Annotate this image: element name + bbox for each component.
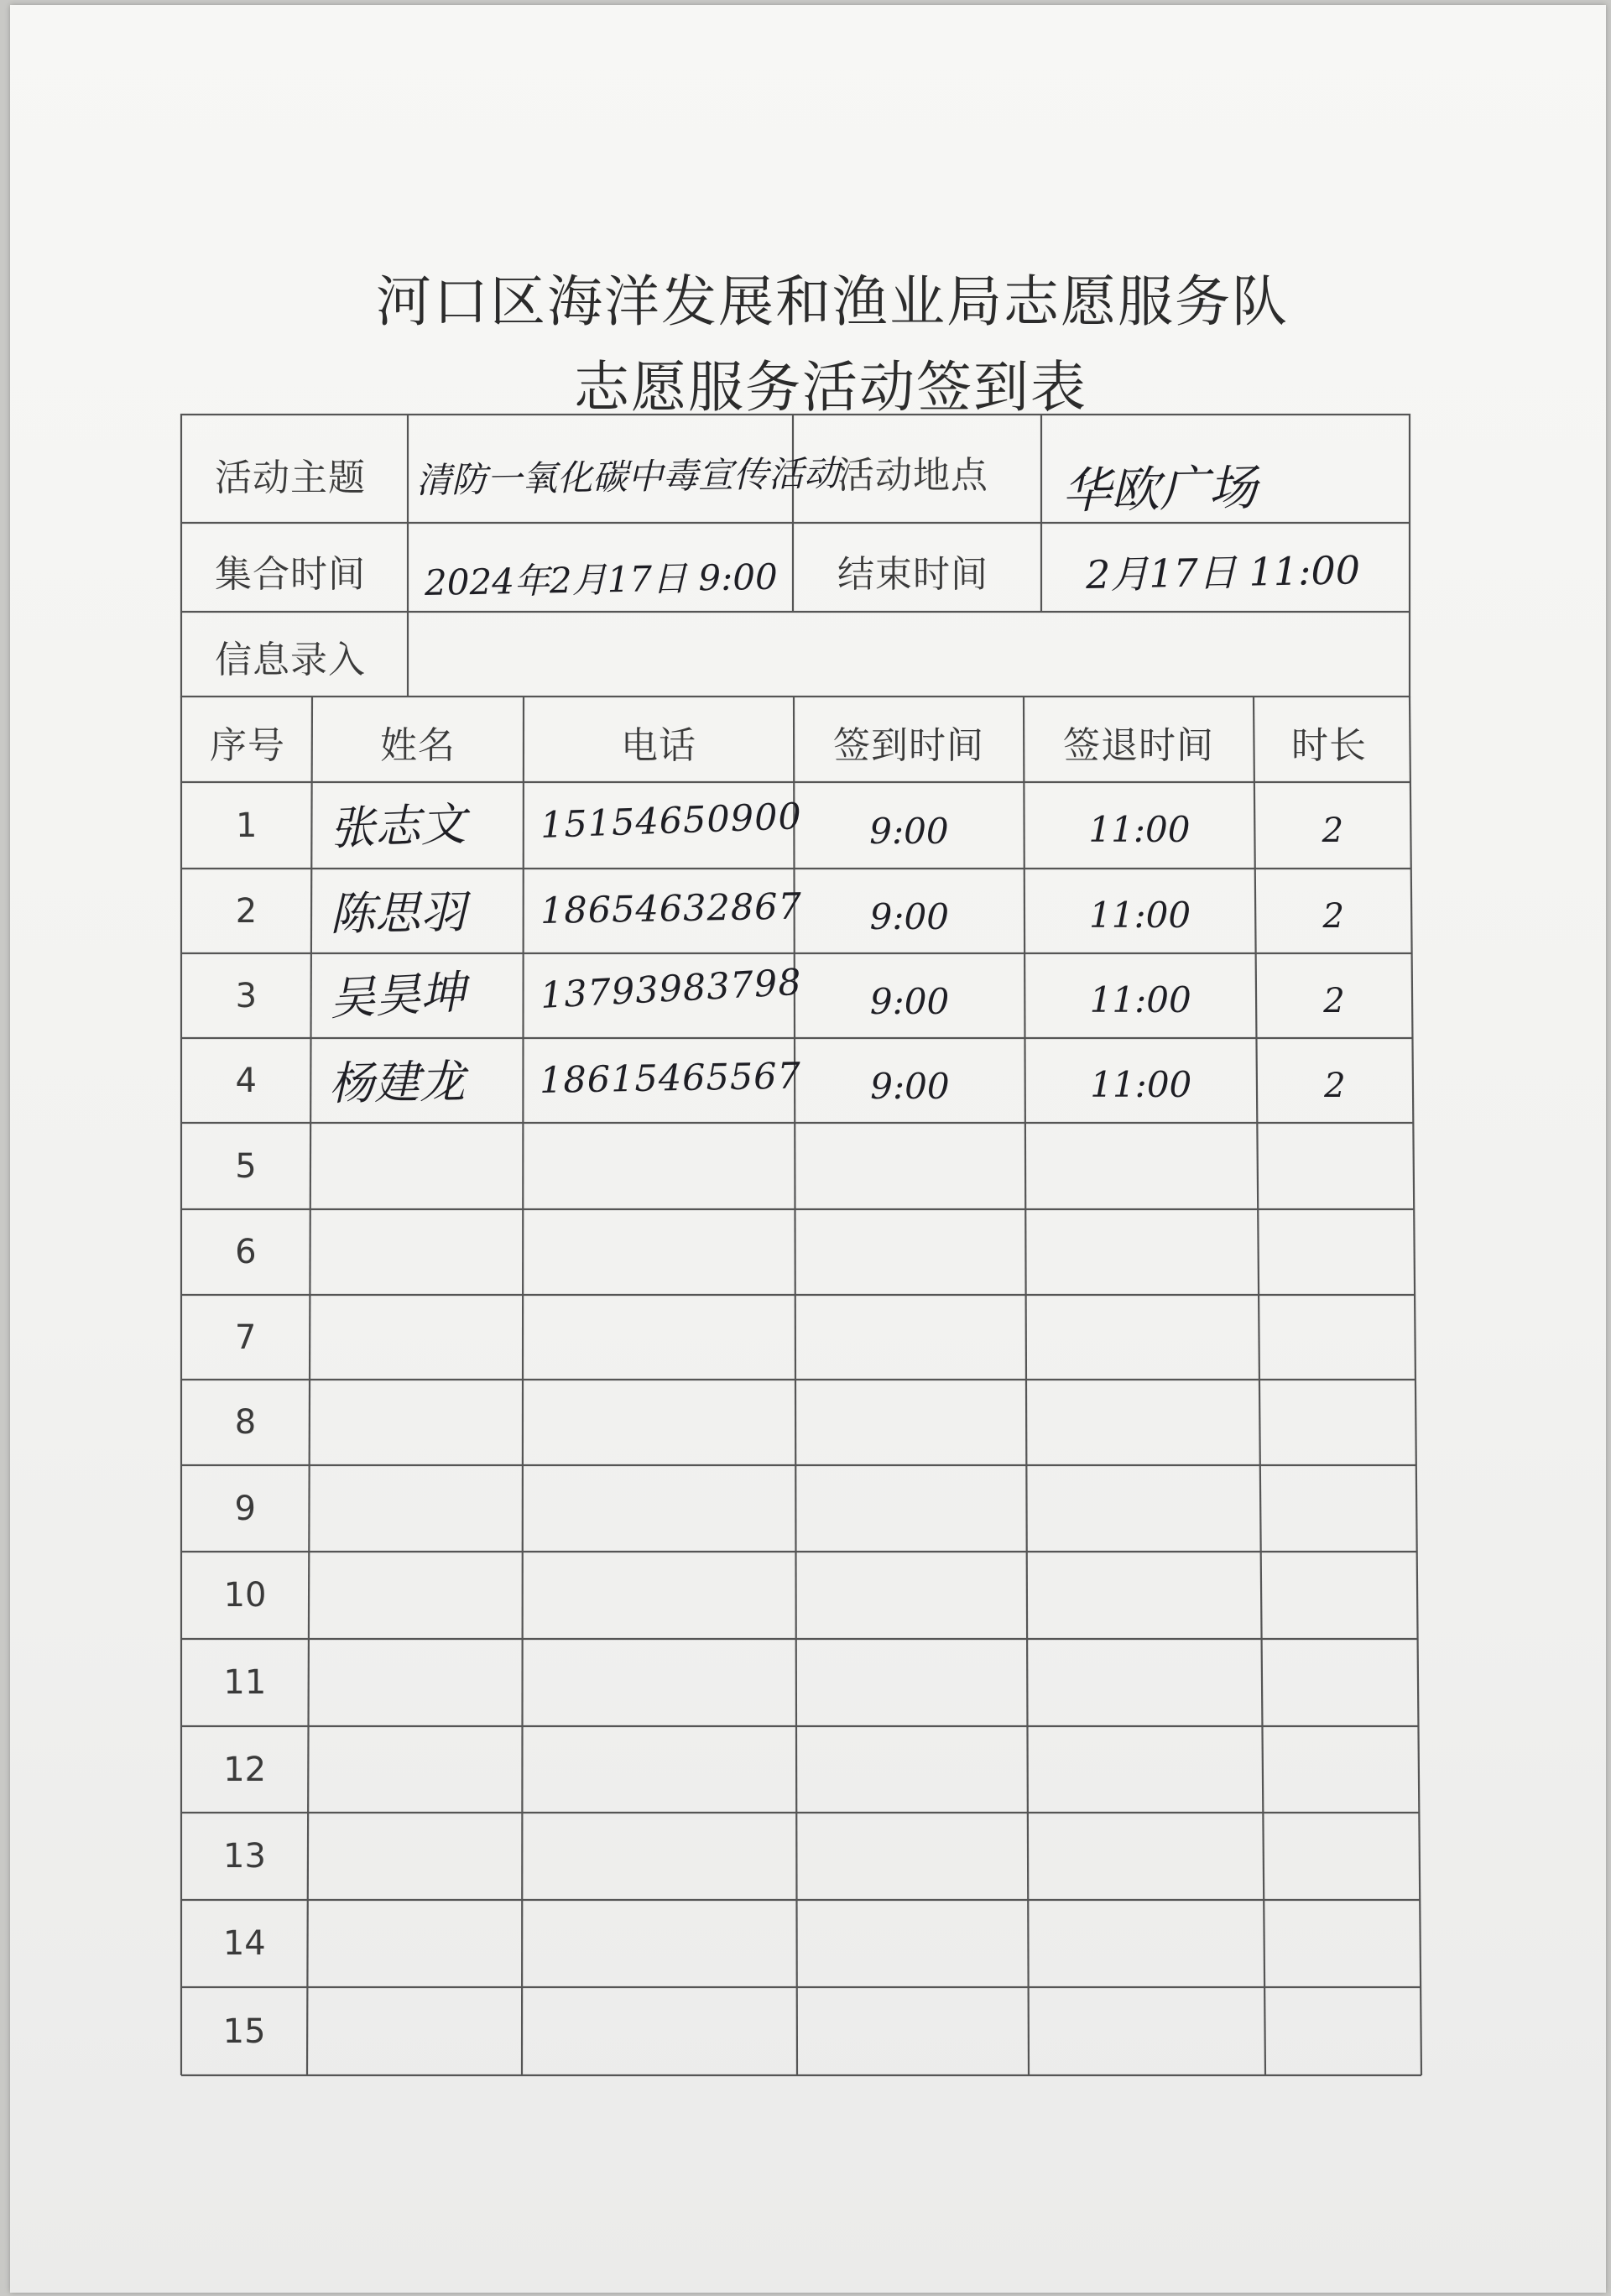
row-phone: 18615465567 [540,1055,802,1102]
col-header-checkout: 签退时间 [1063,724,1214,767]
col-header-index: 序号 [210,724,285,767]
row-name: 陈思羽 [329,885,467,941]
entry-label: 信息录入 [215,639,366,681]
row-index: 1 [235,806,258,845]
row-checkout [1027,1552,1261,1639]
row-name [329,1123,516,1209]
row-name: 杨建龙 [328,1055,466,1110]
row-checkout [1029,1987,1265,2075]
row-duration [1262,1639,1418,1726]
topic-label: 活动主题 [215,457,366,499]
col-header-name: 姓名 [380,724,456,767]
row-checkout: 11:00 [1089,979,1191,1020]
roster-vline [522,697,524,2075]
row-name [326,1987,515,2075]
row-index: 13 [223,1837,266,1876]
row-name [327,1465,515,1552]
row-phone [540,1639,793,1726]
row-duration [1264,1900,1421,1987]
end-value: 2月17日 11:00 [1085,547,1361,597]
row-name [328,1380,516,1465]
row-checkin: 9:00 [869,896,949,937]
row-checkout [1028,1726,1263,1813]
form-subtitle: 志愿服务活动签到表 [574,355,1087,420]
gather-label: 集合时间 [215,553,366,596]
row-duration: 2 [1323,981,1345,1020]
row-name [329,1209,517,1295]
row-phone: 13793983798 [539,961,803,1017]
row-checkin: 9:00 [869,981,950,1022]
row-duration: 2 [1324,1066,1346,1105]
row-index: 2 [235,891,258,931]
row-checkout [1028,1900,1264,1987]
row-index: 3 [235,976,258,1015]
row-name: 张志文 [329,797,467,855]
row-index: 7 [234,1318,257,1357]
row-phone [540,1380,792,1465]
row-checkout [1026,1295,1259,1380]
row-name [326,1813,515,1900]
row-checkout [1028,1813,1264,1900]
row-checkin: 9:00 [870,1066,950,1107]
end-label: 结束时间 [837,553,988,596]
row-index: 6 [235,1233,257,1271]
row-checkin [796,1552,1027,1639]
col-header-duration: 时长 [1291,724,1367,767]
row-index: 10 [223,1576,267,1615]
row-index: 5 [235,1146,257,1186]
row-checkout: 11:00 [1090,1064,1192,1105]
row-duration [1259,1295,1415,1380]
row-name [326,1900,516,1987]
row-duration: 2 [1322,811,1344,850]
row-checkin [795,1465,1026,1552]
col-header-checkin: 签到时间 [833,724,984,767]
form-title: 河口区海洋发展和渔业局志愿服务队 [376,269,1289,334]
row-name [326,1726,515,1813]
row-checkin: 9:00 [869,811,949,852]
row-index: 11 [223,1663,267,1702]
row-duration [1261,1552,1417,1639]
row-checkout [1026,1380,1259,1465]
row-checkin [796,1639,1027,1726]
row-phone [540,1123,791,1209]
row-index: 15 [222,2012,266,2051]
row-phone [539,1987,794,2075]
row-index: 4 [235,1061,257,1100]
row-name [327,1552,516,1639]
location-label: 活动地点 [837,454,988,497]
row-checkin [796,1813,1028,1900]
row-checkin [797,1900,1029,1987]
row-phone [540,1465,793,1552]
row-index: 8 [234,1403,257,1442]
row-checkout [1027,1639,1262,1726]
row-checkin [795,1209,1026,1295]
row-phone [539,1900,793,1987]
row-duration [1259,1380,1415,1465]
row-duration [1264,1813,1420,1900]
row-phone [539,1726,793,1813]
row-phone [540,1295,792,1380]
row-checkin [795,1295,1026,1380]
row-checkin [796,1726,1028,1813]
row-index: 12 [223,1750,267,1789]
row-phone [540,1209,791,1295]
row-phone [540,1552,793,1639]
row-phone: 15154650900 [539,795,803,847]
row-checkin [795,1380,1026,1465]
location-value: 华欧广场 [1061,458,1258,519]
row-index: 14 [222,1924,266,1963]
row-duration [1260,1465,1416,1552]
row-name [327,1639,516,1726]
row-phone: 18654632867 [540,885,803,932]
row-checkin [797,1987,1029,2075]
row-duration [1258,1123,1414,1209]
row-phone [539,1813,793,1900]
topic-value: 清防一氧化碳中毒宣传活动 [415,452,840,501]
row-name [328,1295,516,1380]
row-duration [1265,1987,1421,2075]
row-index: 9 [234,1489,256,1528]
row-duration: 2 [1322,896,1344,936]
gather-value: 2024年2月17日 9:00 [424,556,779,603]
row-checkout: 11:00 [1088,809,1191,850]
row-duration [1259,1209,1415,1295]
row-checkout [1025,1123,1258,1209]
row-name: 吴昊坤 [328,965,467,1025]
row-checkout [1027,1465,1261,1552]
row-duration [1263,1726,1419,1813]
row-checkin [795,1123,1025,1209]
row-checkout: 11:00 [1089,895,1191,936]
row-checkout [1025,1209,1258,1295]
col-header-phone: 电话 [621,724,696,767]
